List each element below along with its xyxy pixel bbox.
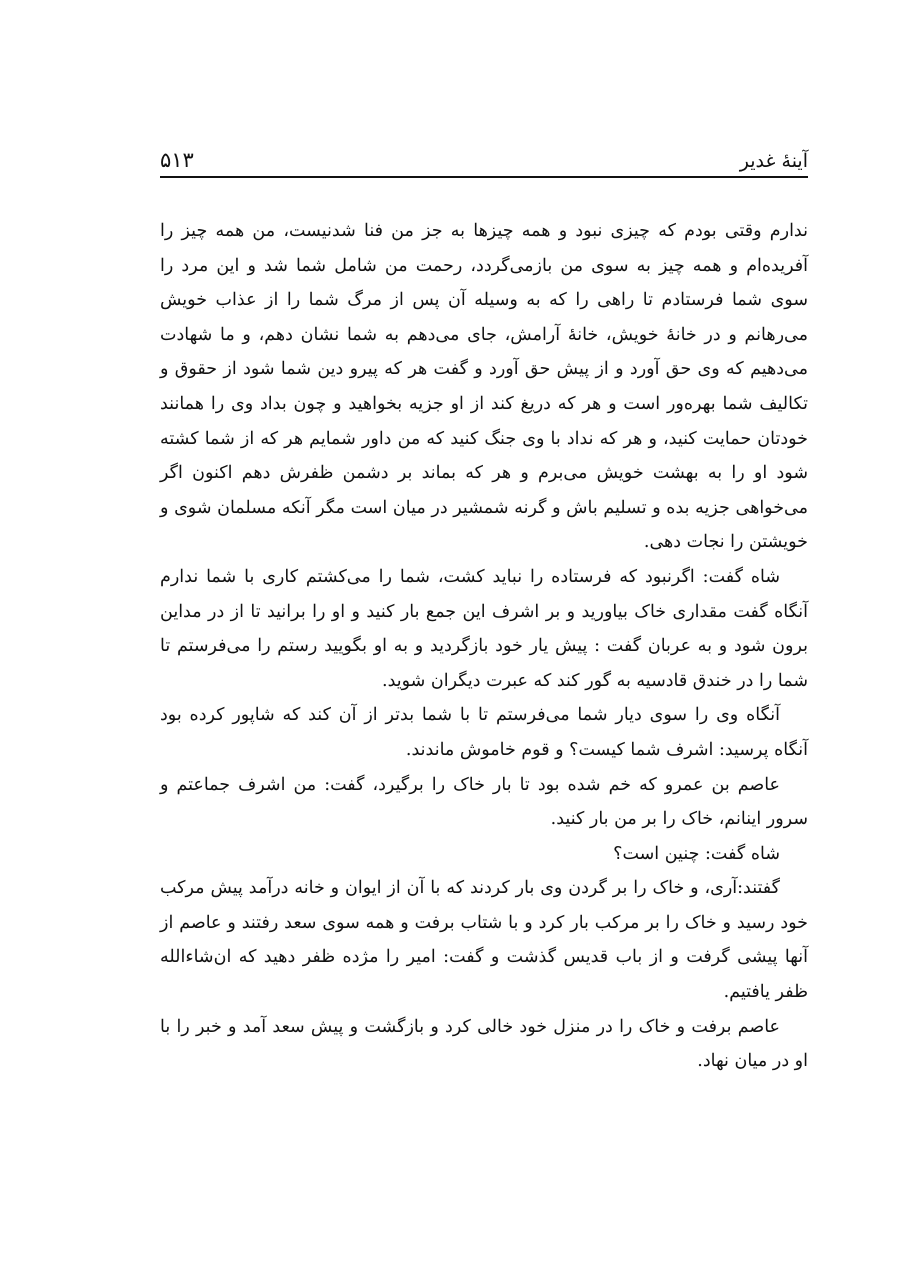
- page-number: ۵۱۳: [160, 148, 194, 172]
- page-header: [160, 140, 808, 176]
- running-title: آینۀ غدیر: [739, 150, 808, 172]
- paragraph-3: آنگاه وی را سوی دیار شما می‌فرستم تا با شما بدتر از آن کند که شاپور کرده بود آنگاه پرسید: اشرف شما کیست؟ و قوم خاموش ماندند.: [160, 705, 808, 760]
- paragraph-5: شاه گفت: چنین است؟: [613, 843, 780, 864]
- header-rule: [160, 176, 808, 178]
- paragraph-2: شاه گفت: اگرنبود که فرستاده را نباید کشت، شما را می‌کشتم کاری با شما ندارم آنگاه گفت مقداری خاک بیاورید و بر اشرف این جمع بار کنید و او را برانید تا از در مداین برون شود و به عربان گفت : پیش یار خود بازگردید و به او بگویید رستم را می‌فرستم تا شما را در خندق قادسیه به گور کند که عبرت دیگران شوید.: [160, 566, 808, 691]
- book-page: [160, 140, 808, 1079]
- paragraph-6: گفتند:آری، و خاک را بر گردن وی بار کردند که با آن از ایوان و خانه درآمد پیش مرکب خود رسید و خاک را بر مرکب بار کرد و با شتاب برفت و همه سوی سعد رفتند و عاصم از آنها پیشی گرفت و از باب قدیس گذشت و گفت: امیر را مژده ظفر دهید که ان‌شاءالله ظفر یافتیم.: [160, 878, 808, 1003]
- paragraph-4: عاصم بن عمرو که خم شده بود تا بار خاک را برگیرد، گفت: من اشرف جماعتم و سرور اینانم، خاک را بر من بار کنید.: [160, 774, 808, 830]
- body-text: [160, 214, 808, 1079]
- paragraph-1: ندارم وقتی بودم که چیزی نبود و همه چیزها به جز من فنا شدنیست، من همه چیز را آفریده‌ام و همه چیز به سوی من بازمی‌گردد، رحمت من شامل شما شد و این مرد را سوی شما فرستادم تا راهی را که به وسیله آن پس از مرگ شما را از عذاب خویش می‌رهانم و در خانۀ خویش، خانۀ آرامش، جای می‌دهم به شما نشان دهم، و ما شهادت می‌دهیم که وی حق آورد و از پیش حق آورد و گفت هر که پیرو دین شما شود از حقوق و تکالیف شما بهره‌ور است و هر که دریغ کند از او جزیه بخواهید و چون بداد وی را همانند خودتان حمایت کنید، و هر که نداد با وی جنگ کنید که من داور شمایم هر که از شما کشته شود او را به بهشت خویش می‌برم و هر که بماند بر دشمن ظفرش دهم اکنون اگر می‌خواهی جزیه بده و تسلیم باش و گرنه شمشیر در میان است مگر آنکه مسلمان شوی و خویشتن را نجات دهی.: [160, 221, 808, 553]
- paragraph-7: عاصم برفت و خاک را در منزل خود خالی کرد و بازگشت و پیش سعد آمد و خبر را با او در میان نهاد.: [160, 1016, 808, 1072]
